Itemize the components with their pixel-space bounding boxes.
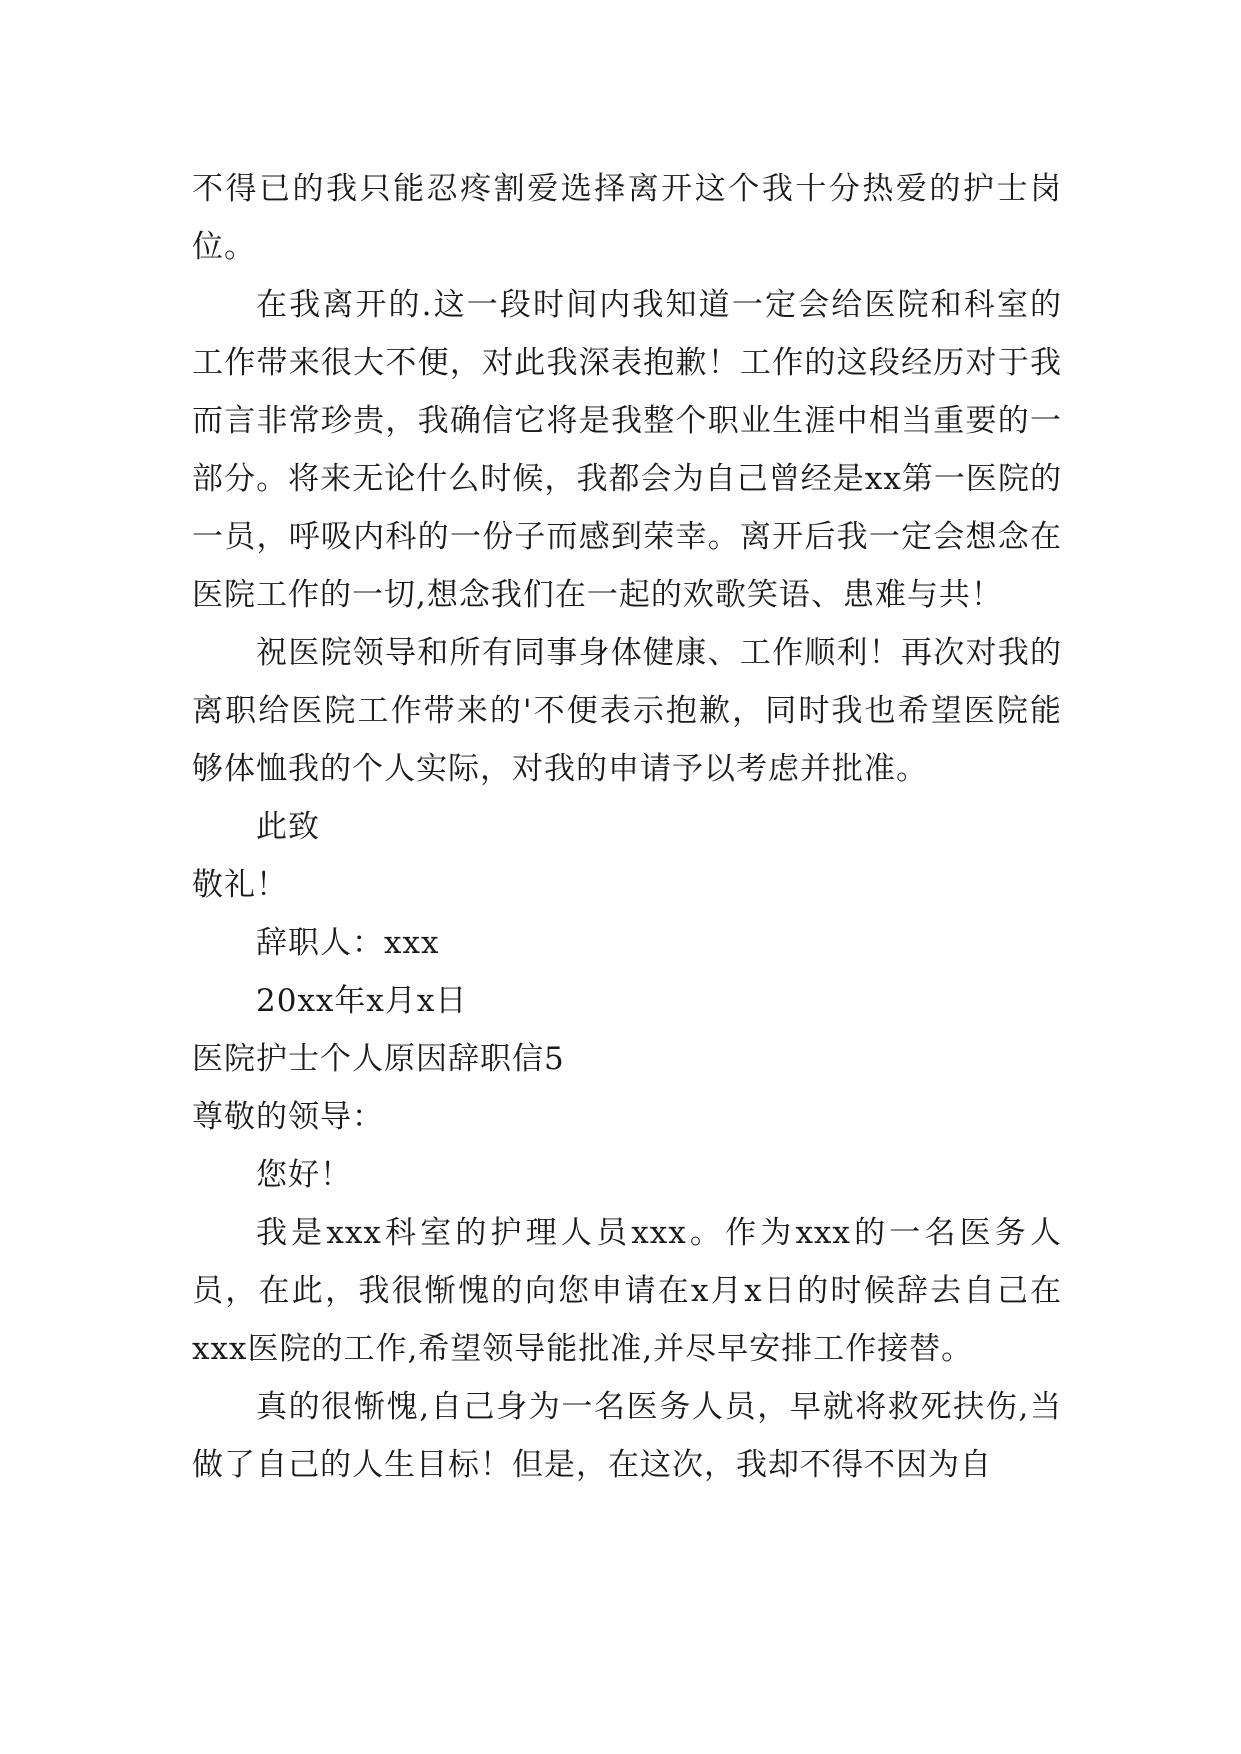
closing-regards: 敬礼！ [192,867,288,903]
paragraph-reason: 真的很惭愧,自己身为一名医务人员，早就将救死扶伤,当做了自己的人生目标！但是，在这次，我却不得不因为自 [192,1389,1062,1483]
letter-body [192,160,1062,1494]
paragraph-continuation: 不得已的我只能忍疼割爱选择离开这个我十分热爱的护士岗位。 [192,171,1062,265]
paragraph-apology: 在我离开的.这一段时间内我知道一定会给医院和科室的工作带来很大不便，对此我深表抱歉！工作的这段经历对于我而言非常珍贵，我确信它将是我整个职业生涯中相当重要的一部分。将来无论什么时候，我都会为自己曾经是xx第一医院的一员，呼吸内科的一份子而感到荣幸。离开后我一定会想念在医院工作的一切,想念我们在一起的欢歌笑语、患难与共！ [192,287,1062,613]
closing-salutation: 此致 [256,809,320,845]
letter-hello: 您好！ [256,1157,352,1193]
paragraph-wishes: 祝医院领导和所有同事身体健康、工作顺利！再次对我的离职给医院工作带来的'不便表示抱歉，同时我也希望医院能够体恤我的个人实际，对我的申请予以考虑并批准。 [192,635,1062,787]
signature-name: 辞职人：xxx [256,925,440,961]
paragraph-introduction: 我是xxx科室的护理人员xxx。作为xxx的一名医务人员，在此，我很惭愧的向您申请在x月x日的时候辞去自己在xxx医院的工作,希望领导能批准,并尽早安排工作接替。 [192,1215,1062,1367]
signature-date: 20xx年x月x日 [256,983,468,1019]
letter-greeting: 尊敬的领导： [192,1099,384,1135]
section-title: 医院护士个人原因辞职信5 [192,1041,565,1077]
